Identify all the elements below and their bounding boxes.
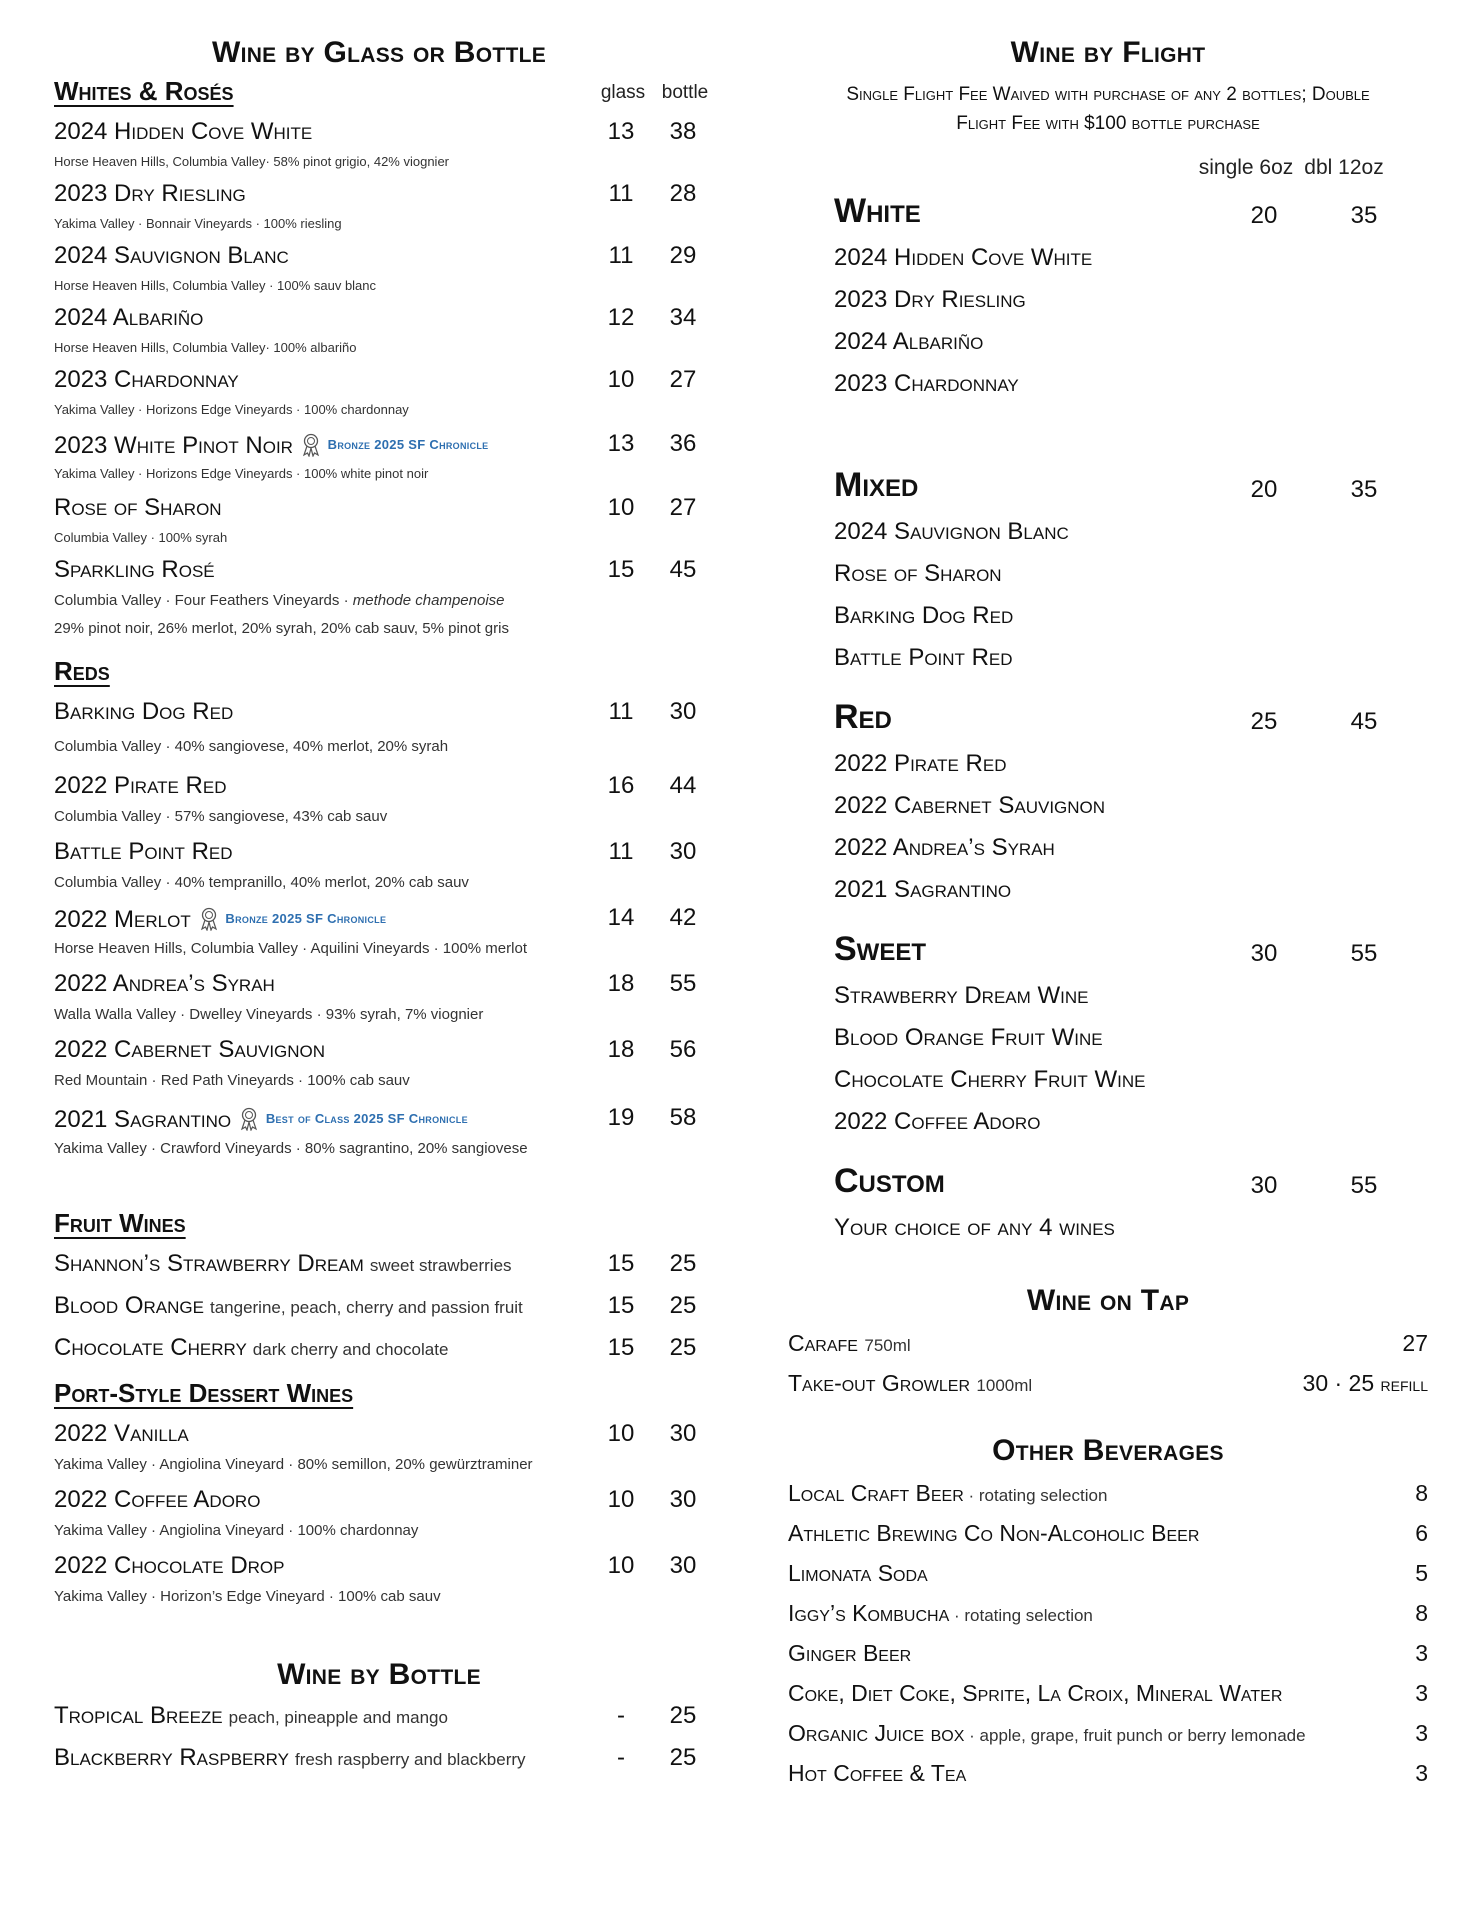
wine-description: sweet strawberries (369, 1256, 512, 1275)
beverage-name: Iggy’s Kombucha (788, 1600, 950, 1626)
glass-price: - (617, 1744, 625, 1771)
wine-details: Yakima Valley · Horizons Edge Vineyards · 100% chardonnay (54, 402, 409, 417)
wine-name: Battle Point Red (54, 838, 233, 865)
glass-price: 11 (608, 180, 634, 207)
award-ribbon-icon (199, 907, 219, 931)
glass-price: 11 (608, 838, 634, 865)
wine-description: peach, pineapple and mango (228, 1708, 448, 1727)
beverage-price: 3 (1415, 1720, 1428, 1746)
bottle-column-header: bottle (661, 82, 709, 103)
flight-single-price: 20 (1250, 202, 1278, 229)
port-style-heading: Port-Style Dessert Wines (54, 1378, 354, 1408)
wine-method: methode champenoise (352, 592, 505, 609)
wine-name: 2023 White Pinot Noir (54, 432, 293, 459)
wine-name: 2024 Albariño (54, 304, 204, 331)
bottle-price: 44 (669, 772, 697, 799)
glass-price: 11 (608, 242, 634, 269)
wine-name: 2023 Dry Riesling (54, 180, 246, 207)
beverage-description: · apple, grape, fruit punch or berry lemonade (964, 1726, 1306, 1745)
wine-details: Yakima Valley · Angiolina Vineyard · 100% chardonnay (54, 1522, 419, 1539)
flight-group-name: Red (834, 698, 892, 736)
wine-name: 2021 Sagrantino (54, 1106, 232, 1133)
flight-wine: 2022 Coffee Adoro (834, 1108, 1041, 1135)
beverage-name: Coke, Diet Coke, Sprite, La Croix, Mineral Water (788, 1680, 1283, 1706)
wine-details: Yakima Valley · Crawford Vineyards · 80% sagrantino, 20% sangiovese (54, 1140, 528, 1157)
award-text: Best of Class 2025 SF Chronicle (265, 1111, 468, 1127)
wine-name-with-description (54, 1292, 523, 1320)
beverage-name-with-description (788, 1720, 1306, 1747)
wine-name: 2022 Andrea’s Syrah (54, 970, 275, 997)
beverage-price: 3 (1415, 1760, 1428, 1786)
bottle-price: 56 (669, 1036, 697, 1063)
glass-price: 10 (607, 1420, 635, 1447)
single-column-header: single 6oz (1198, 156, 1294, 179)
flight-wine: 2021 Sagrantino (834, 876, 1012, 903)
glass-price: 10 (607, 1486, 635, 1513)
flight-wine: Battle Point Red (834, 644, 1013, 671)
bottle-price: 29 (669, 242, 697, 269)
wine-description: tangerine, peach, cherry and passion fruit (209, 1298, 523, 1317)
flight-wine: 2024 Hidden Cove White (834, 244, 1093, 271)
glass-price: 11 (608, 698, 634, 725)
award-badge (239, 1104, 468, 1132)
bottle-price: 25 (669, 1250, 697, 1277)
bottle-price: 28 (669, 180, 697, 207)
glass-price: 15 (607, 1292, 635, 1319)
bottle-price: 30 (669, 1420, 697, 1447)
flight-wine: 2022 Cabernet Sauvignon (834, 792, 1106, 819)
bottle-price: 25 (669, 1744, 697, 1771)
flight-group-name: Custom (834, 1162, 945, 1200)
wine-by-bottle-title: Wine by Bottle (277, 1658, 481, 1691)
beverage-name-with-description (788, 1640, 911, 1667)
beverage-name-with-description (788, 1520, 1199, 1547)
tap-item-price: 27 (1402, 1330, 1428, 1356)
bottle-price: 45 (669, 556, 697, 583)
flight-wine: 2022 Pirate Red (834, 750, 1007, 777)
wine-details: Horse Heaven Hills, Columbia Valley· 100% albariño (54, 340, 357, 355)
tap-item-name-with-size (788, 1370, 1032, 1397)
beverage-name: Limonata Soda (788, 1560, 928, 1586)
glass-or-bottle-title: Wine by Glass or Bottle (211, 36, 547, 69)
bottle-price: 30 (669, 838, 697, 865)
award-text: Bronze 2025 SF Chronicle (327, 437, 489, 453)
tap-item-name-with-size (788, 1330, 911, 1357)
wine-details: Columbia Valley · 40% sangiovese, 40% merlot, 20% syrah (54, 738, 449, 755)
reds-heading: Reds (54, 656, 110, 686)
wine-details: Yakima Valley · Horizon’s Edge Vineyard · 100% cab sauv (54, 1588, 441, 1605)
beverage-name: Organic Juice box (788, 1720, 965, 1746)
whites-roses-heading: Whites & Rosés (54, 76, 234, 106)
flight-group-name: Mixed (834, 466, 919, 504)
fruit-wines-heading: Fruit Wines (54, 1208, 186, 1238)
glass-price: 14 (607, 904, 635, 931)
wine-blend: 29% pinot noir, 26% merlot, 20% syrah, 20% cab sauv, 5% pinot gris (54, 620, 509, 637)
wine-name-with-description (54, 1334, 448, 1362)
wine-details: Columbia Valley · 40% tempranillo, 40% merlot, 20% cab sauv (54, 874, 469, 891)
wine-details: Columbia Valley · 100% syrah (54, 530, 228, 545)
bottle-price: 34 (669, 304, 697, 331)
wine-details: Horse Heaven Hills, Columbia Valley· 58% pinot grigio, 42% viognier (54, 154, 450, 169)
bottle-price: 27 (669, 494, 697, 521)
wine-name-with-description (54, 1250, 512, 1278)
award-text: Bronze 2025 SF Chronicle (225, 911, 387, 927)
wine-details: Horse Heaven Hills, Columbia Valley · 100% sauv blanc (54, 278, 377, 293)
bottle-price: 42 (669, 904, 697, 931)
tap-item-price: 30 · 25 (1302, 1370, 1375, 1396)
wine-name: Shannon’s Strawberry Dream (54, 1250, 364, 1277)
wine-name: 2022 Chocolate Drop (54, 1552, 285, 1579)
flight-single-price: 30 (1250, 940, 1278, 967)
flight-group-name: White (834, 192, 921, 230)
wine-details: Walla Walla Valley · Dwelley Vineyards · 93% syrah, 7% viognier (54, 1006, 484, 1023)
beverage-price: 3 (1415, 1640, 1428, 1666)
wine-name: Barking Dog Red (54, 698, 234, 725)
glass-price: 15 (607, 1334, 635, 1361)
beverage-description: · rotating selection (949, 1606, 1093, 1625)
glass-price: 15 (607, 1250, 635, 1277)
glass-price: 15 (607, 556, 635, 583)
flight-double-price: 45 (1350, 708, 1378, 735)
bottle-price: 36 (669, 430, 697, 457)
wine-name: 2022 Cabernet Sauvignon (54, 1036, 326, 1063)
beverage-price: 5 (1415, 1560, 1428, 1586)
flight-wine: Rose of Sharon (834, 560, 1002, 587)
wine-name-with-award (54, 1104, 468, 1134)
tap-item-size: 1000ml (976, 1376, 1033, 1395)
wine-name: 2022 Pirate Red (54, 772, 227, 799)
beverage-name-with-description (788, 1680, 1282, 1707)
wine-name: 2022 Merlot (54, 906, 191, 933)
flight-wine: Strawberry Dream Wine (834, 982, 1089, 1009)
beverage-name: Ginger Beer (788, 1640, 912, 1666)
glass-price: 10 (607, 1552, 635, 1579)
wine-details: Yakima Valley · Horizons Edge Vineyards · 100% white pinot noir (54, 466, 429, 481)
wine-name: Rose of Sharon (54, 494, 222, 521)
flight-wine: 2024 Sauvignon Blanc (834, 518, 1069, 545)
flight-double-price: 55 (1350, 1172, 1378, 1199)
flight-wine: Blood Orange Fruit Wine (834, 1024, 1103, 1051)
other-beverages-title: Other Beverages (992, 1434, 1224, 1467)
bottle-price: 27 (669, 366, 697, 393)
beverage-price: 8 (1415, 1480, 1428, 1506)
glass-price: 18 (607, 970, 635, 997)
beverage-price: 6 (1415, 1520, 1428, 1546)
wine-on-tap-title: Wine on Tap (1026, 1284, 1190, 1317)
flight-single-price: 20 (1250, 476, 1278, 503)
beverage-description: · rotating selection (963, 1486, 1108, 1505)
beverage-price: 3 (1415, 1680, 1428, 1706)
flight-wine: 2022 Andrea’s Syrah (834, 834, 1055, 861)
flight-single-price: 30 (1250, 1172, 1278, 1199)
glass-column-header: glass (600, 82, 646, 103)
flight-wine: 2023 Chardonnay (834, 370, 1019, 397)
wine-name: Blackberry Raspberry (54, 1744, 289, 1771)
tap-item-size: 750ml (864, 1336, 911, 1355)
flight-wine: 2024 Albariño (834, 328, 984, 355)
award-badge (301, 430, 489, 458)
wine-details: Red Mountain · Red Path Vineyards · 100% cab sauv (54, 1072, 410, 1089)
wine-name-with-award (54, 904, 386, 934)
wine-by-flight-title: Wine by Flight (1010, 36, 1206, 69)
beverage-price: 8 (1415, 1600, 1428, 1626)
tap-item-price-suffix: refill (1380, 1374, 1428, 1396)
wine-details-region: Columbia Valley · Four Feathers Vineyards · (54, 592, 353, 609)
flight-fee-note-line-2: Flight Fee with $100 bottle purchase (956, 113, 1260, 134)
award-ribbon-icon (301, 433, 321, 457)
flight-double-price: 55 (1350, 940, 1378, 967)
flight-double-price: 35 (1350, 476, 1378, 503)
flight-group-name: Sweet (834, 930, 927, 968)
glass-price: 16 (607, 772, 635, 799)
beverage-name: Athletic Brewing Co Non-Alcoholic Beer (788, 1520, 1200, 1546)
flight-wine: Chocolate Cherry Fruit Wine (834, 1066, 1146, 1093)
flight-wine: 2023 Dry Riesling (834, 286, 1026, 313)
flight-double-price: 35 (1350, 202, 1378, 229)
bottle-price: 30 (669, 698, 697, 725)
glass-price: 13 (607, 118, 635, 145)
bottle-price: 25 (669, 1702, 697, 1729)
wine-details (54, 592, 505, 609)
wine-name: Chocolate Cherry (54, 1334, 247, 1361)
wine-details: Horse Heaven Hills, Columbia Valley · Aquilini Vineyards · 100% merlot (54, 940, 527, 957)
bottle-price: 38 (669, 118, 697, 145)
wine-name-with-description (54, 1744, 526, 1772)
beverage-name-with-description (788, 1480, 1107, 1507)
double-column-header: dbl 12oz (1304, 156, 1384, 179)
beverage-name-with-description (788, 1600, 1093, 1627)
tap-item-name: Carafe (788, 1330, 858, 1356)
bottle-price: 58 (669, 1104, 697, 1131)
beverage-name: Local Craft Beer (788, 1480, 964, 1506)
flight-fee-note-line-1: Single Flight Fee Waived with purchase of any 2 bottles; Double (846, 84, 1370, 105)
wine-name-with-description (54, 1702, 448, 1730)
wine-details: Yakima Valley · Bonnair Vineyards · 100% riesling (54, 216, 342, 231)
wine-description: dark cherry and chocolate (252, 1340, 449, 1359)
glass-price: 13 (607, 430, 635, 457)
wine-name: 2023 Chardonnay (54, 366, 239, 393)
bottle-price: 30 (669, 1552, 697, 1579)
tap-item-price-with-refill (1303, 1370, 1428, 1397)
beverage-name-with-description (788, 1560, 928, 1587)
wine-name: 2022 Coffee Adoro (54, 1486, 261, 1513)
wine-name-with-award (54, 430, 488, 460)
award-badge (199, 904, 387, 932)
glass-price: 19 (607, 1104, 635, 1131)
wine-name: Blood Orange (54, 1292, 204, 1319)
wine-details: Yakima Valley · Angiolina Vineyard · 80% semillon, 20% gewürztraminer (54, 1456, 533, 1473)
glass-price: 12 (607, 304, 635, 331)
bottle-price: 30 (669, 1486, 697, 1513)
tap-item-name: Take-out Growler (788, 1370, 971, 1396)
flight-wine: Barking Dog Red (834, 602, 1014, 629)
wine-name: 2022 Vanilla (54, 1420, 189, 1447)
flight-single-price: 25 (1250, 708, 1278, 735)
wine-details: Columbia Valley · 57% sangiovese, 43% cab sauv (54, 808, 388, 825)
wine-description: fresh raspberry and blackberry (294, 1750, 526, 1769)
bottle-price: 55 (669, 970, 697, 997)
beverage-name-with-description (788, 1760, 966, 1787)
flight-wine: Your choice of any 4 wines (834, 1214, 1115, 1241)
glass-price: 10 (607, 366, 635, 393)
wine-name: 2024 Hidden Cove White (54, 118, 313, 145)
glass-price: 10 (607, 494, 635, 521)
beverage-name: Hot Coffee & Tea (788, 1760, 967, 1786)
glass-price: 18 (607, 1036, 635, 1063)
glass-price: - (617, 1702, 625, 1729)
bottle-price: 25 (669, 1334, 697, 1361)
wine-name: 2024 Sauvignon Blanc (54, 242, 289, 269)
wine-name: Tropical Breeze (54, 1702, 223, 1729)
wine-name: Sparkling Rosé (54, 556, 215, 583)
award-ribbon-icon (239, 1107, 259, 1131)
bottle-price: 25 (669, 1292, 697, 1319)
